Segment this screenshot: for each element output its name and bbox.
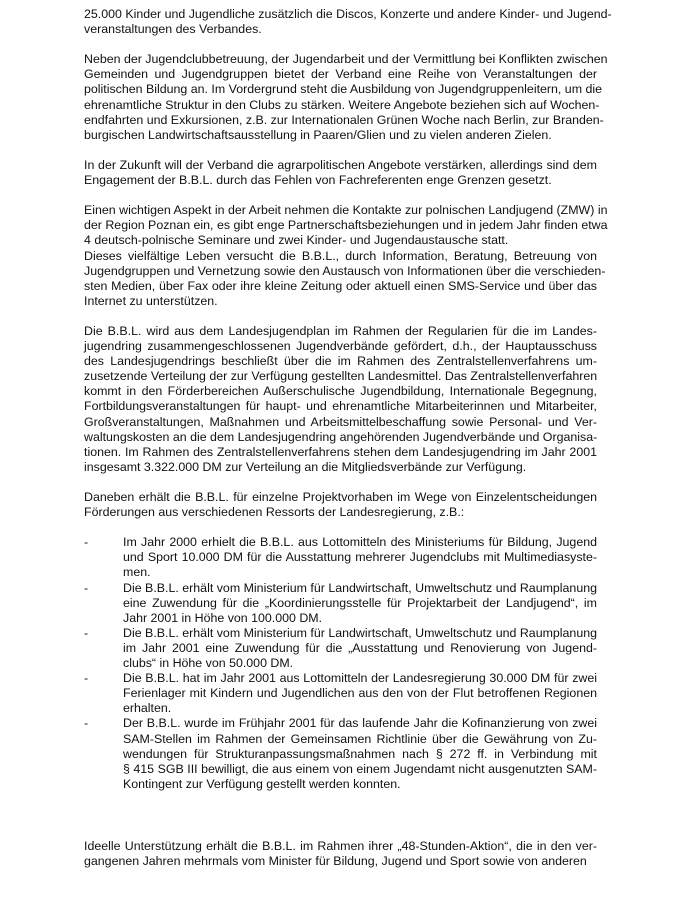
text-line: erhalten.	[123, 701, 172, 716]
text-line: insgesamt 3.322.000 DM zur Verteilung an die Mitgliedsverbände zur Verfügung.	[84, 459, 527, 474]
list-bullet: -	[84, 580, 89, 595]
list-bullet: -	[84, 535, 89, 550]
text-line: Im Jahr 2000 erhielt die B.B.L. aus Lottomitteln des Ministeriums für Bildung, Jugend	[123, 535, 597, 550]
text-line: Jugendgruppen und Vernetzung sowie den Austausch von Informationen über die verschieden-	[84, 263, 606, 278]
text-line: waltungskosten an die dem Landesjugendring angehörenden Jugendverbände und Organisa-	[84, 429, 598, 444]
text-line: Die B.B.L. erhält vom Ministerium für Landwirtschaft, Umweltschutz und Raumplanung	[123, 625, 597, 640]
text-line: gangenen Jahren mehrmals vom Minister für Bildung, Jugend und Sport sowie von anderen	[84, 853, 587, 868]
text-line: endfahrten und Exkursionen, z.B. zur Internationalen Grünen Woche nach Berlin, zur Branden-	[84, 112, 604, 127]
paragraph-project-funding	[84, 490, 597, 520]
paragraph-information-services	[84, 248, 606, 309]
text-line: § 415 SGB III bewilligt, die aus einem von einem Jugendamt nicht ausgenutzten SAM-	[123, 761, 597, 776]
text-line: Ferienlager mit Kindern und Jugendlichen aus den von der Flut betroffenen Regionen	[123, 686, 597, 701]
funding-list-item	[84, 535, 597, 580]
text-line: Dieses vielfältige Leben versucht die B.B.L., durch Information, Beratung, Betreuung von	[84, 248, 597, 263]
text-line: des Landesjugendrings beschließt über die im Rahmen des Zentralstellenverfahrens um-	[84, 354, 597, 369]
text-line: eine Zuwendung für die „Koordinierungsstelle für Projektarbeit der Landjugend“, im	[123, 595, 597, 610]
text-line: politischen Bildung an. Im Vordergrund steht die Ausbildung von Jugendgruppenleitern, um die	[84, 82, 602, 97]
text-line: und Sport 10.000 DM für die Ausstattung mehrerer Jugendclubs mit Multimediasyste-	[123, 550, 597, 565]
text-line: Großveranstaltungen, Maßnahmen und Arbeitsmittelbeschaffung sowie Personal- und Ver-	[84, 414, 597, 429]
text-line: tionen. Im Rahmen des Zentralstellenverfahrens stehen dem Landesjugendring im Jahr 2001	[84, 444, 597, 459]
text-line: Kontingent zur Verfügung gestellt werden konnten.	[123, 776, 401, 791]
text-line: zusetzende Verteilung der zur Verfügung gestellten Landesmittel. Das Zentralstellenverfahren	[84, 369, 598, 384]
text-line: Einen wichtigen Aspekt in der Arbeit nehmen die Kontakte zur polnischen Landjugend (ZMW) in	[84, 203, 608, 218]
text-line: Förderungen aus verschiedenen Ressorts der Landesregierung, z.B.:	[84, 505, 465, 520]
text-line: burgischen Landwirtschaftsausstellung in Paaren/Glien und zu vielen anderen Zielen.	[84, 127, 552, 142]
paragraph-future-plans	[84, 158, 597, 188]
text-line: wendungen für Strukturanpassungsmaßnahmen nach § 272 ff. in Verbindung mit	[123, 746, 597, 761]
funding-list	[84, 535, 597, 792]
text-line: Jahr 2001 in Höhe von 100.000 DM.	[123, 610, 323, 625]
text-line: Die B.B.L. hat im Jahr 2001 aus Lottomitteln der Landesregierung 30.000 DM für zwei	[123, 671, 597, 686]
text-line: im Jahr 2001 eine Zuwendung für die „Ausstattung und Renovierung von Jugend-	[123, 640, 597, 655]
text-line: der Region Poznan ein, es gibt enge Partnerschaftsbeziehungen und in jedem Jahr finden etwa	[84, 218, 608, 233]
funding-list-item	[84, 671, 597, 716]
text-line: Daneben erhält die B.B.L. für einzelne Projektvorhaben im Wege von Einzelentscheidungen	[84, 490, 597, 504]
paragraph-funding-overview	[84, 324, 597, 475]
text-line: Engagement der B.B.L. durch das Fehlen von Fachreferenten enge Grenzen gesetzt.	[84, 173, 552, 188]
paragraph-ideal-support	[84, 839, 597, 869]
list-bullet: -	[84, 625, 89, 640]
text-line: jugendring zusammengeschlossenen Jugendverbände gefördert, d.h., der Hauptausschuss	[84, 339, 597, 354]
list-bullet: -	[84, 716, 89, 731]
paragraph-youth-events	[84, 7, 612, 37]
text-line: Ideelle Unterstützung erhält die B.B.L. im Rahmen ihrer „48-Stunden-Aktion“, die in den ver-	[84, 838, 597, 853]
text-line: clubs“ in Höhe von 50.000 DM.	[123, 656, 294, 671]
text-line: SAM-Stellen im Rahmen der Gemeinsamen Richtlinie über die Gewährung von Zu-	[123, 731, 597, 746]
text-line: Die B.B.L. wird aus dem Landesjugendplan im Rahmen der Regularien für die im Landes-	[84, 323, 597, 338]
text-line: veranstaltungen des Verbandes.	[84, 22, 262, 37]
text-line: In der Zukunft will der Verband die agrarpolitischen Angebote verstärken, allerdings sind dem	[84, 157, 597, 172]
text-line: 25.000 Kinder und Jugendliche zusätzlich die Discos, Konzerte und andere Kinder- und Jugend-	[84, 7, 612, 21]
text-line: Der B.B.L. wurde im Frühjahr 2001 für das laufende Jahr die Kofinanzierung von zwei	[123, 716, 597, 731]
text-line: sten Medien, über Fax oder ihre kleine Zeitung oder aktuell einen SMS-Service und über das	[84, 278, 597, 293]
funding-list-item	[84, 716, 597, 791]
text-line: Die B.B.L. erhält vom Ministerium für Landwirtschaft, Umweltschutz und Raumplanung	[123, 580, 597, 595]
text-line: kommt in den Förderbereichen Außerschulische Jugendbildung, Internationale Begegnung,	[84, 384, 597, 399]
text-line: Fortbildungsveranstaltungen für haupt- und ehrenamtliche Mitarbeiterinnen und Mitarbeiter,	[84, 399, 597, 414]
text-line: Gemeinden und Jugendgruppen bietet der Verband eine Reihe von Veranstaltungen der	[84, 67, 597, 82]
text-line: 4 deutsch-polnische Seminare und zwei Kinder- und Jugendaustausche statt.	[84, 233, 509, 248]
paragraph-polish-contacts	[84, 203, 608, 248]
text-line: Internet zu unterstützen.	[84, 293, 218, 308]
funding-list-item	[84, 581, 597, 626]
paragraph-political-education	[84, 52, 608, 143]
list-bullet: -	[84, 671, 89, 686]
document-page	[84, 7, 612, 884]
text-line: ehrenamtliche Struktur in den Clubs zu stärken. Weitere Angebote beziehen sich auf Wochen-	[84, 97, 600, 112]
text-line: men.	[123, 565, 151, 580]
text-line: Neben der Jugendclubbetreuung, der Jugendarbeit und der Vermittlung bei Konflikten zwischen	[84, 52, 608, 67]
funding-list-item	[84, 626, 597, 671]
